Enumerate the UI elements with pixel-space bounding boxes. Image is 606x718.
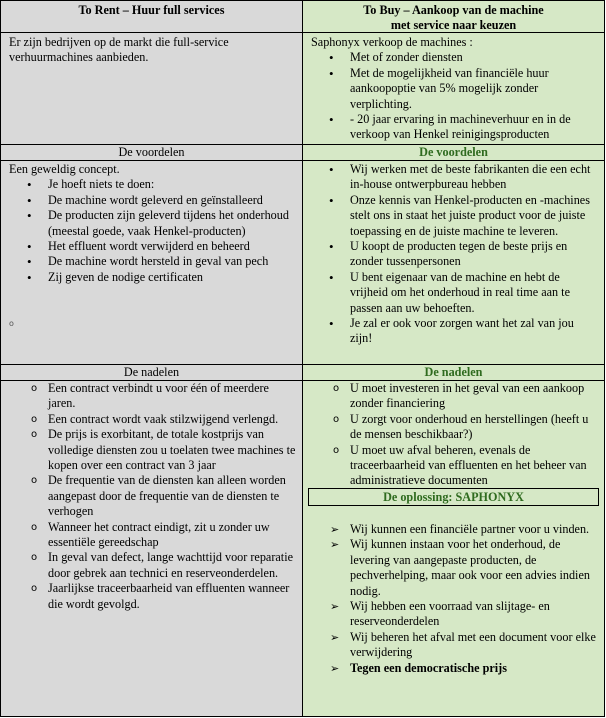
list-item: • Je zal er ook voor zorgen want het zal van jou zijn! — [303, 316, 596, 347]
list-item: • Met of zonder diensten — [303, 50, 596, 65]
list-item: o U moet investeren in het geval van een aankoop zonder financiering — [303, 381, 596, 412]
rent-intro-text: Er zijn bedrijven op de markt die full-service verhuurmachines aanbieden. — [9, 35, 229, 65]
list-item: ➢ Wij kunnen een financiële partner voor u vinden. — [303, 522, 596, 537]
list-item: • Onze kennis van Henkel-producten en -machines stelt ons in staat het juiste product voor de juiste toepassing en de juiste machine te leveren. — [303, 193, 596, 239]
list-item: o In geval van defect, lange wachttijd voor reparatie door gebrek aan technici en reserveonderdelen. — [1, 550, 296, 581]
rent-advantages-intro: Een geweldig concept. — [9, 162, 120, 176]
solution-title: De oplossing: SAPHONYX — [383, 490, 524, 504]
buy-intro-cell — [302, 32, 605, 145]
rent-advantages-cell — [0, 160, 303, 365]
list-item: • Je hoeft niets te doen: — [1, 177, 296, 192]
list-item: • De producten zijn geleverd tijdens het onderhoud (meestal goede, vaak Henkel-producten) — [1, 208, 296, 239]
list-item: o De frequentie van de diensten kan alleen worden aangepast door de frequentie van de diensten te verhogen — [1, 473, 296, 519]
list-item: • Zij geven de nodige certificaten — [1, 270, 296, 285]
list-item: • Met de mogelijkheid van financiële huur aankoopoptie van 5% mogelijk zonder verplichting. — [303, 66, 596, 112]
list-item: • Het effluent wordt verwijderd en beheerd — [1, 239, 296, 254]
buy-disadvantages-heading: De nadelen — [424, 365, 483, 379]
buy-header-cell — [302, 0, 605, 33]
buy-disadvantages-heading-cell — [302, 364, 605, 381]
list-item: o Jaarlijkse traceerbaarheid van effluenten wanneer die wordt gevolgd. — [1, 581, 296, 612]
buy-title-line1: To Buy – Aankoop van de machine — [363, 3, 544, 17]
rent-advantages-heading-cell — [0, 144, 303, 161]
solution-list — [303, 522, 596, 676]
rent-disadvantages-list — [1, 381, 296, 612]
list-item: • De machine wordt geleverd en geïnstalleerd — [1, 193, 296, 208]
list-item: • Wij werken met de beste fabrikanten die een echt in-house ontwerpbureau hebben — [303, 162, 596, 193]
rent-advantages-heading: De voordelen — [118, 145, 185, 159]
list-item: o U zorgt voor onderhoud en herstellingen (heeft u de mensen beschikbaar?) — [303, 412, 596, 443]
buy-intro-list — [303, 50, 596, 142]
stray-bullet-marker: o — [9, 319, 14, 328]
list-item: ➢ Wij beheren het afval met een document voor elke verwijdering — [303, 630, 596, 661]
rent-header-cell — [0, 0, 303, 33]
buy-title-line2: met service naar keuzen — [390, 18, 517, 32]
list-item: • U koopt de producten tegen de beste prijs en zonder tussenpersonen — [303, 239, 596, 270]
list-item: ➢ Tegen een democratische prijs — [303, 661, 596, 676]
rent-disadvantages-cell — [0, 380, 303, 717]
buy-advantages-list — [303, 162, 596, 347]
buy-advantages-heading: De voordelen — [419, 145, 488, 159]
rent-intro-cell — [0, 32, 303, 145]
list-item: ➢ Wij kunnen instaan voor het onderhoud, de levering van aangepaste producten, de pechverhelping, maar ook voor een advies indien nodig. — [303, 537, 596, 599]
buy-advantages-cell — [302, 160, 605, 365]
list-item: • U bent eigenaar van de machine en hebt de vrijheid om het onderhoud in real time aan te passen aan uw behoeften. — [303, 270, 596, 316]
list-item: • De machine wordt hersteld in geval van pech — [1, 254, 296, 269]
rent-advantages-list — [1, 177, 296, 285]
list-item: o U moet uw afval beheren, evenals de traceerbaarheid van effluenten en het beheer van administratieve documenten — [303, 443, 596, 489]
list-item: ➢ Wij hebben een voorraad van slijtage- en reserveonderdelen — [303, 599, 596, 630]
buy-advantages-heading-cell — [302, 144, 605, 161]
list-item: • - 20 jaar ervaring in machineverhuur en in de verkoop van Henkel reinigingsproducten — [303, 112, 596, 143]
rent-title: To Rent – Huur full services — [78, 3, 225, 17]
list-item: o Wanneer het contract eindigt, zit u zonder uw essentiële gereedschap — [1, 520, 296, 551]
list-item: o Een contract wordt vaak stilzwijgend verlengd. — [1, 412, 296, 427]
rent-disadvantages-heading: De nadelen — [123, 365, 180, 379]
rent-disadvantages-heading-cell — [0, 364, 303, 381]
list-item: o De prijs is exorbitant, de totale kostprijs van volledige diensten zou u toelaten twee machines te kopen over een contract van 3 jaar — [1, 427, 296, 473]
list-item: o Een contract verbindt u voor één of meerdere jaren. — [1, 381, 296, 412]
solution-title-box — [308, 488, 599, 506]
buy-disadvantages-cell — [302, 380, 605, 717]
buy-disadvantages-list — [303, 381, 596, 489]
buy-intro-text: Saphonyx verkoop de machines : — [311, 35, 473, 49]
